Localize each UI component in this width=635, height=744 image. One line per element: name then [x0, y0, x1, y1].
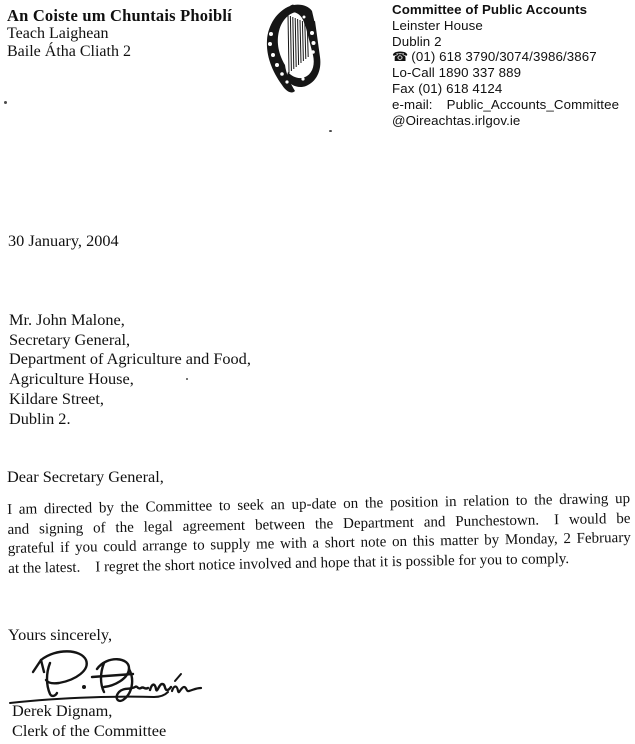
- org-name-irish: An Coiste um Chuntais Phoiblí: [7, 6, 232, 25]
- address-line: Mr. John Malone,: [9, 310, 125, 329]
- english-address-line: Leinster House: [392, 17, 483, 33]
- locall-number: Lo-Call 1890 337 889: [392, 65, 522, 81]
- sender-block: [12, 701, 166, 740]
- recipient-address: [9, 310, 251, 428]
- address-line: Dublin 2.: [9, 408, 71, 428]
- fax-number: Fax (01) 618 4124: [392, 80, 503, 96]
- letterhead-english: [392, 2, 619, 128]
- salutation: Dear Secretary General,: [7, 467, 164, 486]
- english-address-line: Dublin 2: [392, 33, 442, 49]
- body-line: and signing of the legal agreement between the Department and Punchestown. I would be: [7, 510, 631, 538]
- sender-title: Clerk of the Committee: [12, 720, 167, 740]
- scan-speck: [4, 101, 7, 104]
- irish-harp-icon: [259, 3, 331, 95]
- letterhead-irish: [7, 7, 232, 60]
- body-line: at the latest. I regret the short notice involved and hope that it is possible for you to comply.: [8, 551, 570, 578]
- email-line: [392, 97, 619, 113]
- org-name-english: Committee of Public Accounts: [392, 2, 588, 17]
- email-address-domain: @Oireachtas.irlgov.ie: [392, 112, 521, 128]
- address-line: Agriculture House,: [9, 369, 134, 389]
- letter-date: 30 January, 2004: [8, 231, 119, 250]
- phone-number: (01) 618 3790/3074/3986/3867: [411, 49, 597, 65]
- address-line: Secretary General,: [9, 329, 131, 349]
- signature-icon: [4, 646, 216, 708]
- email-address-name: Public_Accounts_Committee: [446, 96, 620, 112]
- scan-speck: [329, 130, 332, 132]
- irish-address-line: Teach Laighean: [7, 24, 109, 42]
- body-line: grateful if you could arrange to supply me with a short note on this matter by Monday, 2 February: [7, 530, 631, 558]
- closing: Yours sincerely,: [8, 625, 113, 644]
- letter-body: [7, 490, 631, 580]
- scan-speck: [186, 378, 188, 380]
- sender-name: Derek Dignam,: [12, 701, 113, 720]
- address-line: Kildare Street,: [9, 388, 104, 408]
- address-line: Department of Agriculture and Food,: [9, 349, 251, 369]
- phone-line: [392, 49, 619, 65]
- irish-address-line: Baile Átha Cliath 2: [7, 42, 131, 60]
- email-label: e-mail:: [392, 96, 433, 112]
- body-line: I am directed by the Committee to seek an up-date on the position in relation to the drawing up: [7, 490, 631, 518]
- telephone-icon: ☎: [392, 49, 409, 65]
